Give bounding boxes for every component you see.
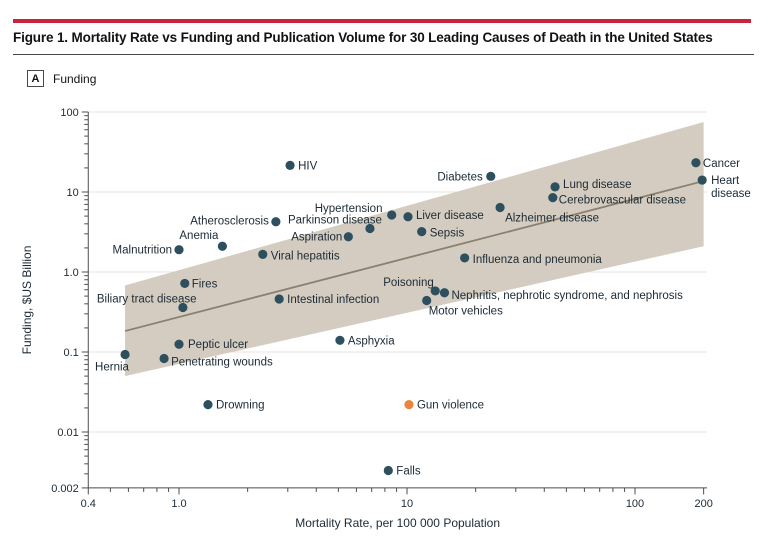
x-tick-label: 1.0 xyxy=(171,497,187,510)
label-penetrating-wounds: Penetrating wounds xyxy=(171,356,273,369)
label-biliary-tract-disease: Biliary tract disease xyxy=(96,293,197,306)
point-malnutrition xyxy=(174,245,183,254)
label-hypertension: Hypertension xyxy=(314,202,383,215)
label-aspiration: Aspiration xyxy=(291,231,343,244)
label-heart-disease: disease xyxy=(711,188,751,201)
x-tick-label: 0.4 xyxy=(80,497,96,510)
point-hiv xyxy=(285,161,294,170)
point-lung-disease xyxy=(550,182,559,191)
label-lung-disease: Lung disease xyxy=(563,178,632,191)
point-cancer xyxy=(691,158,700,167)
label-motor-vehicles: Motor vehicles xyxy=(428,305,503,318)
label-asphyxia: Asphyxia xyxy=(347,335,395,348)
point-liver-disease xyxy=(403,212,412,221)
point-cerebrovascular-disease xyxy=(548,193,557,202)
point-viral-hepatitis xyxy=(258,250,267,259)
label-parkinson-disease: Parkinson disease xyxy=(287,214,382,227)
panel-letter-badge: A xyxy=(27,70,44,87)
label-sepsis: Sepsis xyxy=(429,227,465,240)
label-poisoning: Poisoning xyxy=(383,276,434,289)
point-influenza-and-pneumonia xyxy=(460,253,469,262)
point-nephritis-nephrotic-syndrome-and-nephrosis xyxy=(440,288,449,297)
label-drowning: Drowning xyxy=(215,399,265,412)
label-anemia: Anemia xyxy=(179,230,219,243)
y-tick-label: 0.002 xyxy=(51,482,79,495)
label-hernia: Hernia xyxy=(95,361,129,374)
y-axis-title: Funding, $US Billion xyxy=(20,245,34,355)
point-gun-violence xyxy=(404,400,413,409)
label-falls: Falls xyxy=(396,465,421,478)
point-hernia xyxy=(120,350,129,359)
y-tick-label: 1.0 xyxy=(63,267,79,279)
confidence-band xyxy=(125,122,704,376)
point-falls xyxy=(384,466,393,475)
point-anemia xyxy=(218,242,227,251)
label-malnutrition: Malnutrition xyxy=(112,244,172,257)
label-influenza-and-pneumonia: Influenza and pneumonia xyxy=(472,253,602,266)
point-hypertension xyxy=(387,210,396,219)
label-peptic-ulcer: Peptic ulcer xyxy=(188,339,249,352)
y-tick-label: 0.1 xyxy=(63,347,79,359)
label-viral-hepatitis: Viral hepatitis xyxy=(270,250,340,263)
label-hiv: HIV xyxy=(298,160,318,173)
label-alzheimer-disease: Alzheimer disease xyxy=(505,212,600,225)
point-fires xyxy=(180,279,189,288)
label-fires: Fires xyxy=(191,278,218,291)
point-peptic-ulcer xyxy=(174,340,183,349)
x-tick-label: 10 xyxy=(400,497,414,510)
x-axis-title: Mortality Rate, per 100 000 Population xyxy=(295,515,501,530)
point-atherosclerosis xyxy=(271,217,280,226)
point-alzheimer-disease xyxy=(495,203,504,212)
point-sepsis xyxy=(417,227,426,236)
x-tick-label: 100 xyxy=(625,497,645,510)
point-motor-vehicles xyxy=(422,296,431,305)
point-intestinal-infection xyxy=(275,294,284,303)
label-diabetes: Diabetes xyxy=(437,171,483,184)
label-heart-disease: Heart xyxy=(711,175,740,188)
label-cerebrovascular-disease: Cerebrovascular disease xyxy=(558,194,687,207)
point-aspiration xyxy=(344,232,353,241)
label-liver-disease: Liver disease xyxy=(415,209,484,222)
figure-title: Figure 1. Mortality Rate vs Funding and Publication Volume for 30 Leading Causes of Death in the United States xyxy=(13,30,713,45)
point-penetrating-wounds xyxy=(159,354,168,363)
y-tick-label: 100 xyxy=(60,107,79,119)
point-heart-disease xyxy=(698,175,707,184)
label-atherosclerosis: Atherosclerosis xyxy=(190,215,269,228)
point-diabetes xyxy=(486,172,495,181)
point-drowning xyxy=(203,400,212,409)
label-cancer: Cancer xyxy=(702,157,740,170)
label-intestinal-infection: Intestinal infection xyxy=(287,293,380,306)
label-gun-violence: Gun violence xyxy=(416,399,485,412)
label-nephritis-nephrotic-syndrome-and-nephrosis: Nephritis, nephrotic syndrome, and nephrosis xyxy=(451,289,683,302)
panel-title: Funding xyxy=(53,71,97,86)
y-tick-label: 0.01 xyxy=(57,427,79,439)
x-tick-label: 200 xyxy=(694,497,713,510)
y-tick-label: 10 xyxy=(66,187,79,199)
point-asphyxia xyxy=(335,336,344,345)
